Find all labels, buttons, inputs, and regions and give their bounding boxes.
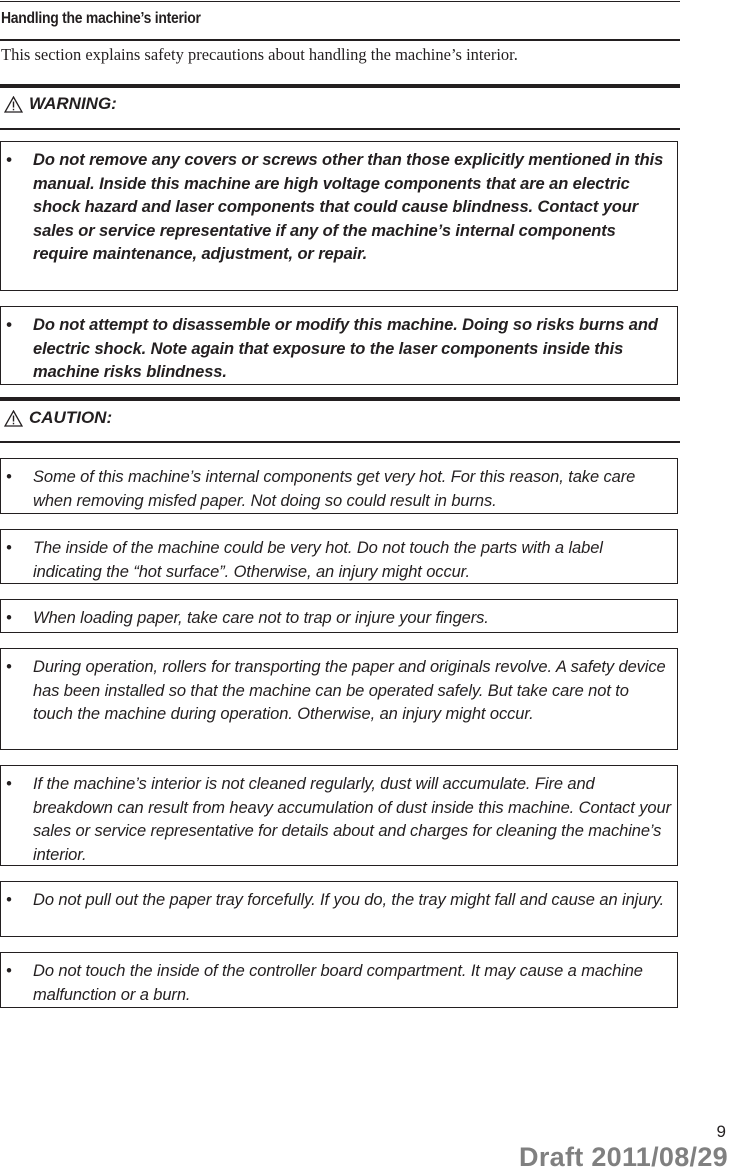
caution-item-3 (0, 599, 678, 633)
caution-item-5 (0, 765, 678, 866)
title-rule (0, 39, 680, 41)
intro-text: This section explains safety precautions about handling the machine’s interior. (1, 45, 518, 64)
bullet: • (6, 775, 12, 793)
caution-label (4, 408, 112, 428)
bullet: • (6, 468, 12, 486)
warning-triangle-icon (4, 96, 23, 113)
caution-item-4 (0, 648, 678, 750)
caution-item-text: Some of this machine’s internal components get very hot. For this reason, take care when removing misfed paper. Not doing so could result in burns. (33, 468, 636, 510)
warning-item-text: Do not remove any covers or screws other than those explicitly mentioned in this manual. Inside this machine are high voltage components that are an electric shock hazard and laser components that could cause blindness. Contact your sales or service representative if any of the machine’s internal components require maintenance, adjustment, or repair. (33, 151, 664, 263)
bullet: • (6, 539, 12, 557)
caution-label-text: CAUTION: (29, 408, 113, 427)
caution-triangle-icon (4, 410, 23, 427)
caution-item-1 (0, 458, 678, 514)
warning-label-text: WARNING: (29, 94, 117, 113)
caution-item-2 (0, 529, 678, 584)
caution-top-rule (0, 397, 680, 401)
top-rule (0, 1, 680, 2)
warning-bottom-rule (0, 128, 680, 130)
caution-item-text: When loading paper, take care not to trap or injure your fingers. (33, 609, 489, 627)
caution-item-text: The inside of the machine could be very hot. Do not touch the parts with a label indicating the “hot surface”. Otherwise, an injury might occur. (33, 539, 603, 581)
caution-item-7 (0, 952, 678, 1008)
warning-item-text: Do not attempt to disassemble or modify this machine. Doing so risks burns and electric shock. Note again that exposure to the laser components inside this machine risks blindness. (33, 316, 658, 381)
warning-item-2 (0, 306, 678, 385)
bullet: • (6, 962, 12, 980)
page-number: 9 (716, 1122, 726, 1141)
bullet: • (6, 891, 12, 909)
caution-bottom-rule (0, 441, 680, 443)
bullet: • (6, 609, 12, 627)
draft-stamp: Draft 2011/08/29 (519, 1142, 728, 1172)
bullet: • (6, 316, 12, 334)
caution-item-text: Do not touch the inside of the controller board compartment. It may cause a machine malfunction or a burn. (33, 962, 643, 1004)
section-title: Handling the machine’s interior (1, 10, 201, 27)
bullet: • (6, 658, 12, 676)
bullet: • (6, 151, 12, 169)
warning-label (4, 94, 117, 114)
caution-item-text: If the machine’s interior is not cleaned regularly, dust will accumulate. Fire and breakdown can result from heavy accumulation of dust inside this machine. Contact your sales or service representative for details about and charges for cleaning the machine’s interior. (33, 775, 671, 864)
caution-item-6 (0, 881, 678, 937)
warning-item-1 (0, 141, 678, 291)
caution-item-text: Do not pull out the paper tray forcefully. If you do, the tray might fall and cause an injury. (33, 891, 665, 909)
caution-item-text: During operation, rollers for transporting the paper and originals revolve. A safety device has been installed so that the machine can be operated safely. But take care not to touch the machine during operation. Otherwise, an injury might occur. (33, 658, 666, 723)
warning-top-rule (0, 84, 680, 88)
